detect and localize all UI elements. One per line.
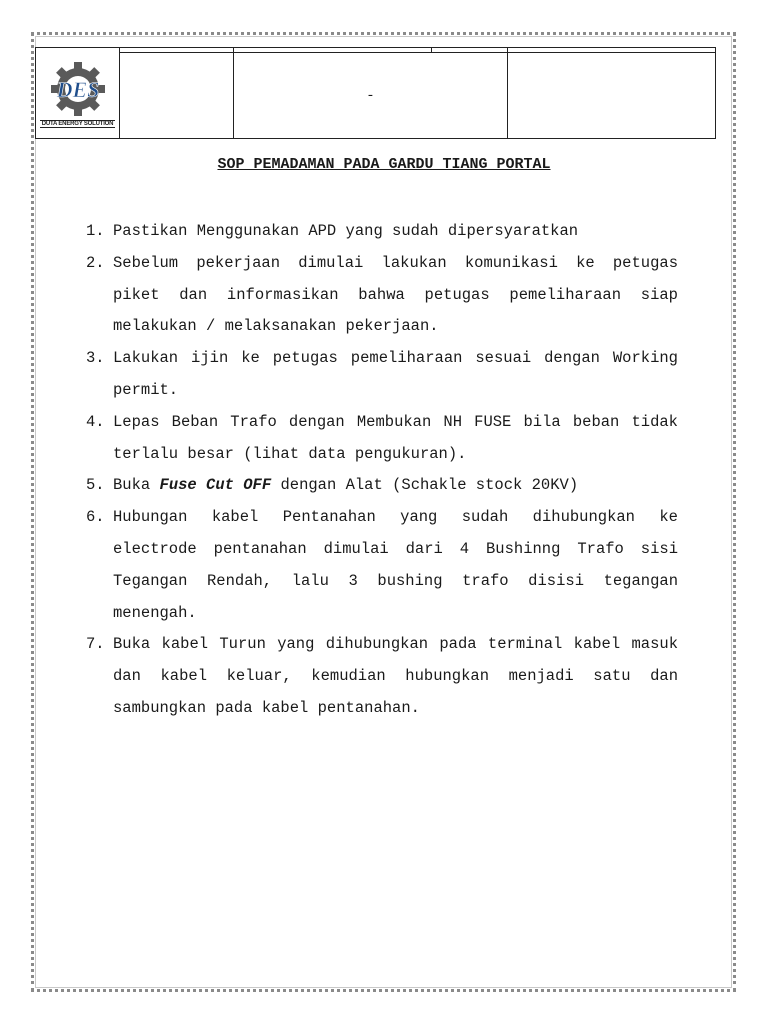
step-text: Buka kabel Turun yang dihubungkan pada terminal kabel masuk dan kabel keluar, kemudian hubungkan menjadi satu dan sambungkan pada kabel pentanahan. — [113, 635, 678, 717]
step-item — [86, 629, 678, 724]
step-item — [86, 216, 678, 248]
step-text-after: dengan Alat (Schakle stock 20KV) — [280, 476, 579, 495]
header-cell-dash: - — [234, 53, 508, 139]
step-number: 4. — [86, 412, 105, 431]
step-text-emphasis: Fuse Cut OFF — [159, 476, 272, 495]
logo-letters: DES — [56, 76, 99, 102]
step-number: 7. — [86, 635, 105, 654]
step-number: 3. — [86, 349, 105, 368]
step-item — [86, 248, 678, 343]
logo-cell — [36, 48, 120, 139]
step-text: Lepas Beban Trafo dengan Membukan NH FUSE bila beban tidak terlalu besar (lihat data pengukuran). — [113, 412, 678, 463]
step-item — [86, 343, 678, 407]
step-text: Hubungan kabel Pentanahan yang sudah dihubungkan ke electrode pentanahan dimulai dari 4 Bushinng Trafo sisi Tegangan Rendah, lalu 3 bushing trafo disisi tegangan menengah. — [113, 508, 678, 622]
header-cell — [120, 53, 234, 139]
header-cell — [508, 53, 716, 139]
step-item — [86, 470, 678, 502]
document-header-table — [35, 47, 716, 139]
step-number: 1. — [86, 222, 105, 240]
step-text: Lakukan ijin ke petugas pemeliharaan sesuai dengan Working permit. — [113, 349, 678, 399]
page-title: SOP PEMADAMAN PADA GARDU TIANG PORTAL — [217, 156, 551, 173]
step-item — [86, 407, 678, 471]
step-item — [86, 502, 678, 629]
logo-caption: DUTA ENERGY SOLUTION — [41, 120, 114, 127]
step-text: Sebelum pekerjaan dimulai lakukan komunikasi ke petugas piket dan informasikan bahwa petugas pemeliharaan siap melakukan / melaksanakan pekerjaan. — [113, 253, 678, 336]
step-number: 2. — [86, 253, 105, 272]
step-text — [113, 470, 678, 502]
step-text: Pastikan Menggunakan APD yang sudah dipersyaratkan — [113, 222, 579, 240]
company-logo — [48, 59, 108, 119]
step-number: 6. — [86, 508, 105, 527]
step-text-before: Buka — [113, 476, 151, 495]
procedure-steps — [86, 216, 678, 725]
step-number: 5. — [86, 476, 105, 495]
